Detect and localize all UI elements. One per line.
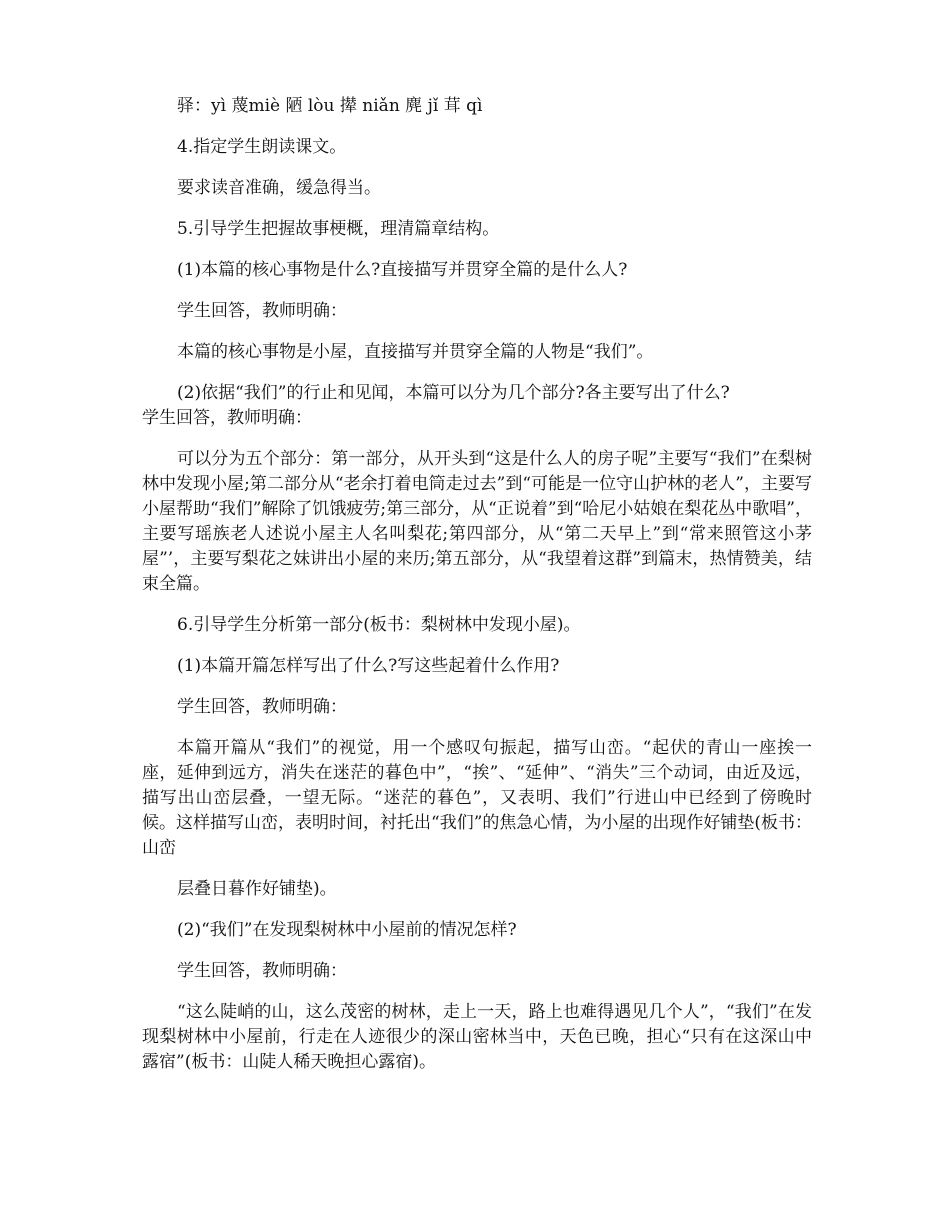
paragraph-answer-2-structure: 可以分为五个部分：第一部分，从开头到“这是什么人的房子呢”主要写“我们”在梨树林中发现小屋;第二部分从“老余打着电筒走过去”到“可能是一位守山护林的老人”，主要写小屋帮助“我们”解除了饥饿疲劳;第三部分，从“正说着”到“哈尼小姑娘在梨花丛中歌唱”，主要写瑶族老人述说小屋主人名叫梨花;第四部分，从“第二天早上”到“常来照管这小茅屋”’，主要写梨花之妹讲出小屋的来历;第五部分，从“我望着这群”到篇末，热情赞美，结束全篇。 xyxy=(142,449,812,594)
document-body xyxy=(142,94,812,1091)
paragraph-answer-opening: 本篇开篇从“我们”的视觉，用一个感叹句振起，描写山峦。“起伏的青山一座挨一座，延伸到远方，消失在迷茫的暮色中”，“挨”、“延伸”、“消失”三个动词，由近及远，描写出山峦层叠，一望无际。“迷茫的暮色”，又表明、我们”行进山中已经到了傍晚时候。这样描写山峦，表明时间，衬托出“我们”的焦急心情，为小屋的出现作好铺垫(板书：山峦 xyxy=(142,738,813,858)
paragraph-question-before-hut: (2)“我们”在发现梨树林中小屋前的情况怎样? xyxy=(177,920,517,940)
paragraph-pronunciation: 驿：yì 蔑miè 陋 lòu 撵 niǎn 麂 jǐ 茸 qì xyxy=(177,96,483,116)
paragraph-question-1: (1)本篇的核心事物是什么?直接描写并贯穿全篇的是什么人? xyxy=(177,260,628,280)
paragraph-question-2: (2)依据“我们”的行止和见闻，本篇可以分为几个部分?各主要写出了什么? xyxy=(177,383,730,403)
paragraph-reading-requirement: 要求读音准确，缓急得当。 xyxy=(177,178,381,198)
paragraph-student-answer: 学生回答，教师明确： xyxy=(142,408,312,428)
paragraph-student-answer: 学生回答，教师明确： xyxy=(177,961,347,981)
paragraph-step-5: 5.引导学生把握故事梗概，理清篇章结构。 xyxy=(177,219,500,239)
paragraph-answer-1: 本篇的核心事物是小屋，直接描写并贯穿全篇的人物是“我们”。 xyxy=(177,342,654,362)
paragraph-step-4: 4.指定学生朗读课文。 xyxy=(177,137,347,157)
paragraph-answer-opening-cont: 层叠日暮作好铺垫)。 xyxy=(177,879,337,899)
paragraph-step-6: 6.引导学生分析第一部分(板书：梨树林中发现小屋)。 xyxy=(177,615,581,635)
paragraph-student-answer: 学生回答，教师明确： xyxy=(177,301,347,321)
paragraph-answer-before-hut: “这么陡峭的山，这么茂密的树林，走上一天，路上也难得遇见几个人”，“我们”在发现梨树林中小屋前，行走在人迹很少的深山密林当中，天色已晚，担心“只有在这深山中露宿”(板书：山陡人稀天晚担心露宿)。 xyxy=(142,1002,812,1072)
paragraph-student-answer: 学生回答，教师明确： xyxy=(177,697,347,717)
paragraph-question-opening: (1)本篇开篇怎样写出了什么?写这些起着什么作用? xyxy=(177,656,560,676)
